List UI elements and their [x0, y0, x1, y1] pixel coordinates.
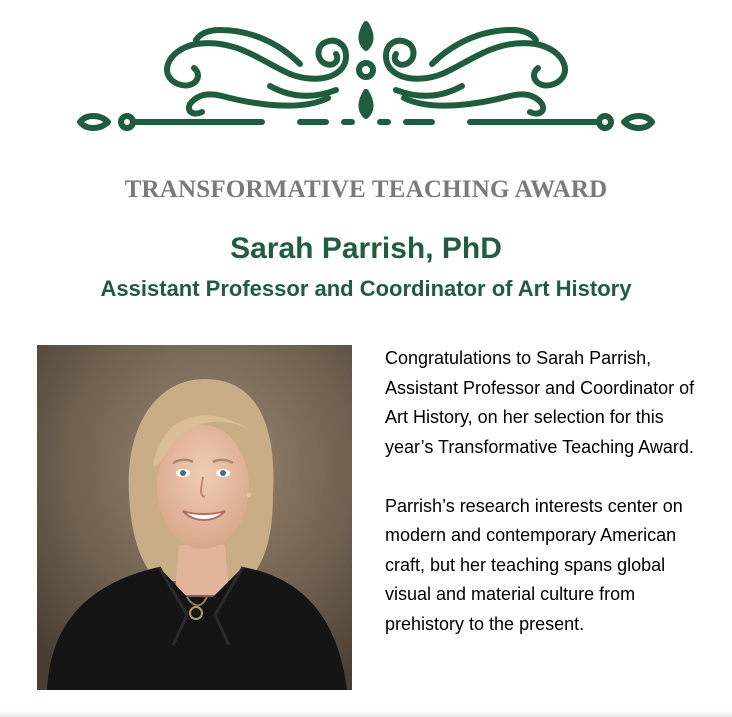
- recipient-name: Sarah Parrish, PhD: [230, 232, 502, 265]
- recipient-role: Assistant Professor and Coordinator of Art History: [100, 276, 632, 301]
- article-paragraph: Parrish’s research interests center on modern and contemporary American craft, but her teaching spans global visual and material culture from prehistory to the present.: [385, 495, 683, 634]
- decorative-flourish: [0, 0, 732, 150]
- article-body: [385, 344, 715, 669]
- page-bottom-edge: [0, 711, 732, 717]
- portrait-photo: [37, 345, 352, 690]
- portrait-illustration: [37, 345, 352, 690]
- article-paragraph: Congratulations to Sarah Parrish, Assistant Professor and Coordinator of Art History, on her selection for this year’s Transformative Teaching Award.: [385, 348, 695, 457]
- award-title: TRANSFORMATIVE TEACHING AWARD: [124, 176, 608, 203]
